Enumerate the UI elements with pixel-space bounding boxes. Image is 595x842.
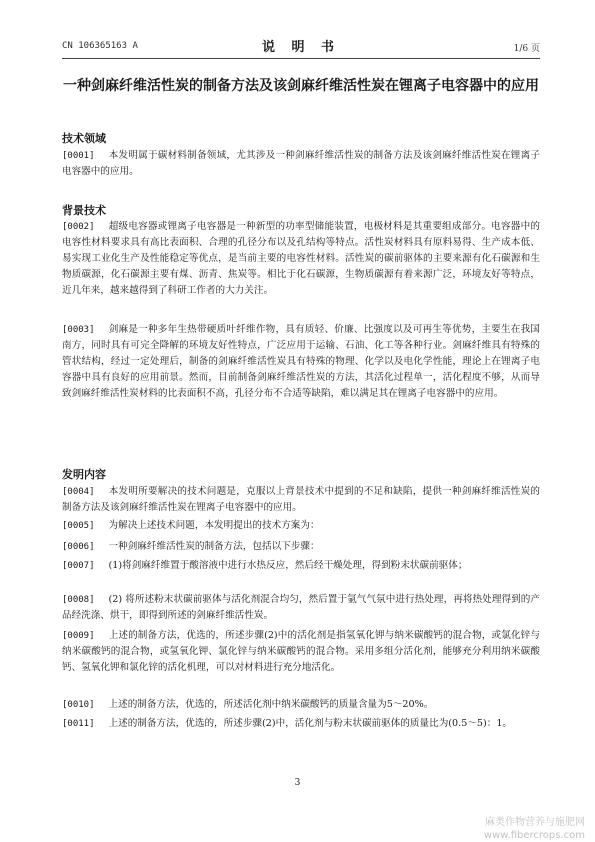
paragraph-text: 剑麻是一种多年生热带硬质叶纤维作物，具有质轻、价廉、比强度以及可再生等优势，主要生在我国南方，同时具有可完全降解的环境友好性特点，广泛应用于运输、石油、化工等各种行业。剑麻纤维具有特殊的管状结构，经过一定处理后，制备的剑麻纤维活性炭具有特殊的物理、化学以及电化学性能，理论上在锂离子电容器中具有良好的应用前景。然而，目前制备剑麻纤维活性炭的方法，其活化过程单一，活化程度不够，从而导致剑麻纤维活性炭材料的比表面积不高，孔径分布不合适等缺陷，难以满足其在锂离子电容器中的应用。	[62, 324, 540, 399]
paragraph-text: (2) 将所述粉末状碳前驱体与活化剂混合均匀，然后置于氩气气氛中进行热处理，再将热处理得到的产品经洗涤、烘干，即得到所述的剑麻纤维活性炭。	[62, 594, 540, 621]
paragraph-number: [0003]	[62, 325, 95, 335]
header-divider	[62, 58, 540, 59]
paragraph-number: [0009]	[62, 631, 95, 641]
section-heading-field: 技术领域	[62, 132, 106, 145]
paragraph-0003	[62, 322, 540, 402]
watermark-url: www.fibercrops.com	[483, 830, 585, 841]
paragraph-text: 上述的制备方法，优选的，所述步骤(2)中，活化剂与粉末状碳前驱体的质量比为(0.5～5)：1。	[108, 718, 513, 729]
section-heading-summary: 发明内容	[62, 468, 106, 481]
paragraph-number: [0008]	[62, 595, 95, 605]
paragraph-0002	[62, 219, 540, 299]
paragraph-0005	[62, 518, 540, 534]
watermark	[484, 816, 585, 842]
page-indicator: 1/6 页	[513, 44, 540, 54]
paragraph-number: [0004]	[62, 487, 95, 497]
section-heading-background: 背景技术	[62, 204, 106, 217]
document-title	[62, 76, 540, 96]
paragraph-0011	[62, 716, 540, 732]
paragraph-text: 本发明属于碳材料制备领域，尤其涉及一种剑麻纤维活性炭的制备方法及该剑麻纤维活性炭在锂离子电容器中的应用。	[62, 150, 540, 177]
paragraph-number: [0002]	[62, 222, 95, 232]
watermark-name: 麻类作物营养与施肥网	[485, 817, 585, 828]
title-text: 一种剑麻纤维活性炭的制备方法及该剑麻纤维活性炭在锂离子电容器中的应用	[63, 78, 539, 94]
paragraph-number: [0001]	[62, 151, 95, 161]
paragraph-0007	[62, 558, 540, 574]
paragraph-text: 本发明所要解决的技术问题是，克服以上背景技术中提到的不足和缺陷，提供一种剑麻纤维活性炭的制备方法及该剑麻纤维活性炭在锂离子电容器中的应用。	[62, 486, 540, 513]
paragraph-0004	[62, 484, 540, 516]
paragraph-0001	[62, 148, 540, 180]
paragraph-number: [0010]	[62, 700, 95, 710]
paragraph-0010	[62, 697, 540, 713]
document-type: 说 明 书	[261, 40, 341, 55]
paragraph-number: [0005]	[62, 521, 95, 531]
paragraph-0006	[62, 539, 540, 555]
header-bar	[62, 36, 540, 56]
paragraph-number: [0011]	[62, 719, 95, 729]
paragraph-number: [0006]	[62, 542, 95, 552]
page-number: 3	[294, 778, 301, 788]
patent-number: CN 106365163 A	[62, 41, 138, 51]
paragraph-text: 为解决上述技术问题，本发明提出的技术方案为：	[108, 520, 320, 531]
paragraph-text: 超级电容器或锂离子电容器是一种新型的功率型储能装置，电极材料是其重要组成部分。电容器中的电容性材料要求具有高比表面积、合理的孔径分布以及孔结构等特点。活性炭材料具有原料易得、生产成本低、易实现工业化生产及性能稳定等优点，是当前主要的电容性材料。活性炭的碳前驱体的主要来源有化石碳源和生物质碳源，化石碳源主要有煤、沥青、焦炭等。相比于化石碳源，生物质碳源有着来源广泛，环境友好等特点，近几年来，越来越得到了科研工作者的大力关注。	[62, 221, 540, 296]
paragraph-text: (1)将剑麻纤维置于酸溶液中进行水热反应，然后经干燥处理，得到粉末状碳前驱体；	[108, 560, 468, 571]
paragraph-number: [0007]	[62, 561, 95, 571]
paragraph-0008	[62, 592, 540, 624]
paragraph-text: 一种剑麻纤维活性炭的制备方法，包括以下步骤：	[108, 541, 320, 552]
paragraph-text: 上述的制备方法，优选的，所述活化剂中纳米碳酸钙的质量含量为5～20%。	[108, 699, 434, 710]
paragraph-0009	[62, 628, 540, 676]
paragraph-text: 上述的制备方法，优选的，所述步骤(2)中的活化剂是指氢氧化钾与纳米碳酸钙的混合物，或氯化锌与纳米碳酸钙的混合物，或氢氧化钾、氯化锌与纳米碳酸钙的混合物。采用多组分活化剂，能够充分利用纳米碳酸钙、氢氧化钾和氯化锌的活化机理，可以对材料进行充分地活化。	[62, 630, 540, 673]
